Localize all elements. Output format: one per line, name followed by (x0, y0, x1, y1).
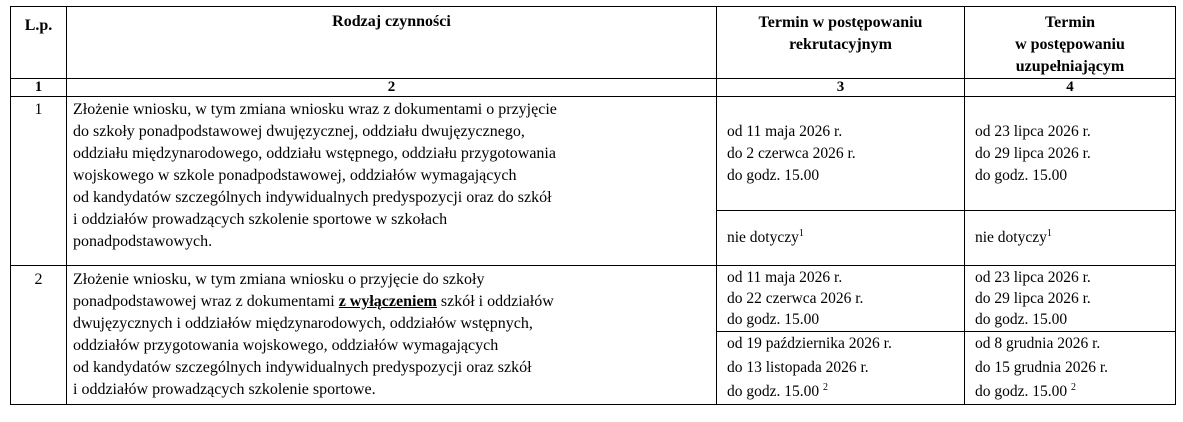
footnote-ref: 1 (798, 228, 804, 239)
row-description: Złożenie wniosku, w tym zmiana wniosku o przyjęcie do szkoły ponadpodstawowej wraz z dokumentami z wyłączeniem szkół i oddziałów dwujęzycznych i oddziałów międzynarodowych, oddziałów wstępnych, oddziałów przygotowania wojskowego, oddziałów wymagających od kandydatów szczególnych indywidualnych predyspozycji oraz szkół i oddziałów prowadzących szkolenie sportowe. (67, 266, 717, 405)
row-lp: 2 (11, 266, 67, 405)
header-lp: L.p. (11, 7, 67, 79)
deadline-uzupelniajacy-na: nie dotyczy$^1$ (965, 211, 1176, 266)
footnote-ref: 2 (1071, 382, 1077, 393)
column-number: 4 (965, 79, 1176, 97)
row-lp: 1 (11, 97, 67, 266)
deadline-rekrutacyjny-na: nie dotyczy$^1$ (717, 211, 965, 266)
table-row (11, 266, 1176, 332)
column-number: 1 (11, 79, 67, 97)
deadline-rekrutacyjny: od 11 maja 2026 r. do 2 czerwca 2026 r. do godz. 15.00 (717, 97, 965, 211)
table-row (11, 97, 1176, 211)
deadline-rekrutacyjny: od 11 maja 2026 r. do 22 czerwca 2026 r. do godz. 15.00 (717, 266, 965, 332)
deadline-uzupelniajacy: od 23 lipca 2026 r. do 29 lipca 2026 r. do godz. 15.00 (965, 97, 1176, 211)
deadline-rekrutacyjny-second: od 19 października 2026 r. do 13 listopada 2026 r. do godz. 15.00 $^2$ (717, 332, 965, 405)
emphasis-text: z wyłączeniem (338, 293, 437, 310)
footnote-ref: 1 (1046, 228, 1052, 239)
deadline-uzupelniajacy: od 23 lipca 2026 r. do 29 lipca 2026 r. do godz. 15.00 (965, 266, 1176, 332)
column-number-row (11, 79, 1176, 97)
header-row (11, 7, 1176, 79)
schedule-table (10, 6, 1176, 405)
header-rodzaj: Rodzaj czynności (67, 7, 717, 79)
header-termin-rekrutacyjny: Termin w postępowaniu rekrutacyjnym (717, 7, 965, 79)
deadline-uzupelniajacy-second: od 8 grudnia 2026 r. do 15 grudnia 2026 r. do godz. 15.00 $^2$ (965, 332, 1176, 405)
header-termin-uzupelniajacy: Termin w postępowaniu uzupełniającym (965, 7, 1176, 79)
column-number: 3 (717, 79, 965, 97)
row-description: Złożenie wniosku, w tym zmiana wniosku wraz z dokumentami o przyjęcie do szkoły ponadpodstawowej dwujęzycznej, oddziału dwujęzycznego, oddziału międzynarodowego, oddziału wstępnego, oddziału przygotowania wojskowego w szkole ponadpodstawowej, oddziałów wymagających od kandydatów szczególnych indywidualnych predyspozycji oraz do szkół i oddziałów prowadzących szkolenie sportowe w szkołach ponadpodstawowych. (67, 97, 717, 266)
footnote-ref: 2 (823, 382, 829, 393)
column-number: 2 (67, 79, 717, 97)
